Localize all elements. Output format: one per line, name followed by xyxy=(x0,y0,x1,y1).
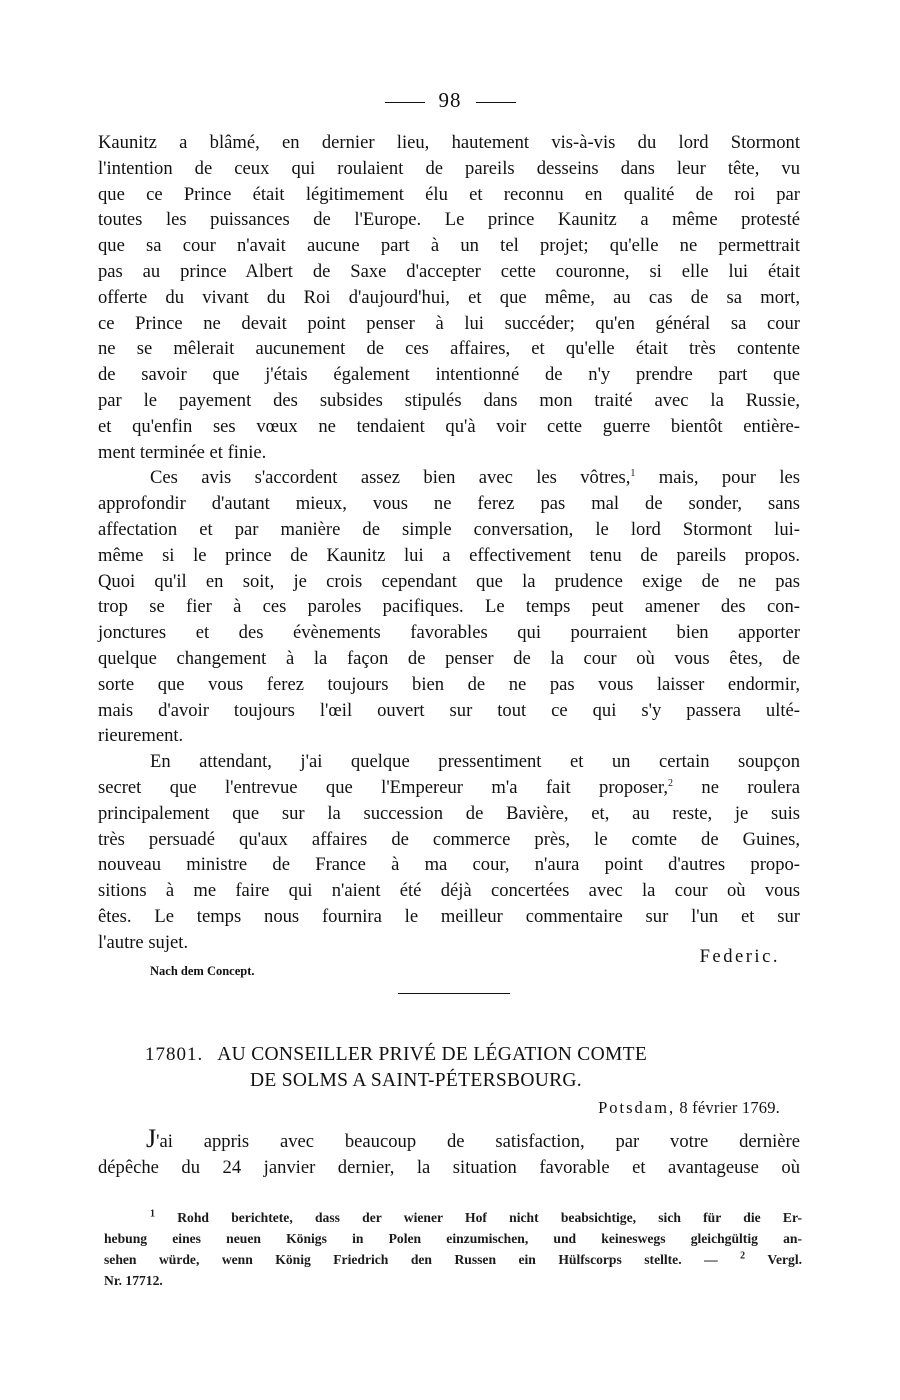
footnote-marker: 2 xyxy=(740,1250,746,1262)
footnote-line xyxy=(104,1207,802,1228)
letter-body-previous xyxy=(98,130,800,956)
text-segment: 'ai appris avec beaucoup de satisfaction, par votre dernière xyxy=(156,1131,800,1152)
text-line: offerte du vivant du Roi d'aujourd'hui, et que même, au cas de sa mort, xyxy=(98,286,800,308)
source-note: Nach dem Concept. xyxy=(150,964,255,978)
paragraph-first-line xyxy=(98,465,800,491)
text-line: trop se fier à ces paroles pacifiques. Le temps peut amener des con- xyxy=(98,596,800,618)
text-line: jonctures et des évènements favorables qui pourraient bien apporter xyxy=(98,622,800,644)
text-line: de savoir que j'étais également intentionné de n'y prendre part que xyxy=(98,364,800,386)
dateline-place: Potsdam, xyxy=(598,1098,676,1117)
letter-body xyxy=(98,1126,800,1181)
text-line: mais d'avoir toujours l'œil ouvert sur tout ce qui s'y passera ulté- xyxy=(98,699,800,721)
text-segment: Rohd berichtete, dass der wiener Hof nicht beabsichtige, sich für die Er- xyxy=(155,1210,802,1225)
text-line: ne se mêlerait aucunement de ces affaires, et qu'elle était très contente xyxy=(98,338,800,360)
header-dash-left xyxy=(385,102,425,103)
text-line: nouveau ministre de France à ma cour, n'aura point d'autres propo- xyxy=(98,854,800,876)
text-line: toutes les puissances de l'Europe. Le prince Kaunitz a même protesté xyxy=(98,209,800,231)
letter-number: 17801. xyxy=(145,1044,204,1065)
signature: Federic. xyxy=(699,946,780,967)
text-line: l'intention de ceux qui roulaient de pareils desseins dans leur tête, vu xyxy=(98,157,800,179)
text-segment: secret que l'entrevue que l'Empereur m'a fait proposer, xyxy=(98,776,668,798)
text-line: rieurement. xyxy=(98,725,184,747)
text-line: êtes. Le temps nous fournira le meilleur commentaire sur l'un et sur xyxy=(98,905,800,927)
footnote-ref: 2 xyxy=(668,777,673,789)
text-line: que ce Prince était légitimement élu et reconnu en qualité de roi par xyxy=(98,183,800,205)
text-line: quelque changement à la façon de penser de la cour où vous êtes, de xyxy=(98,647,800,669)
text-line: sorte que vous ferez toujours bien de ne pas vous laisser endormir, xyxy=(98,673,800,695)
text-line: même si le prince de Kaunitz lui a effectivement tenu de pareils propos. xyxy=(98,544,800,566)
footnotes xyxy=(104,1207,802,1291)
page-number: 98 xyxy=(438,88,462,112)
dateline xyxy=(598,1098,780,1118)
text-line: ment terminée et finie. xyxy=(98,441,267,463)
text-line: ce Prince ne devait point penser à lui succéder; qu'en général sa cour xyxy=(98,312,800,334)
text-segment: Ces avis s'accordent assez bien avec les vôtres, xyxy=(150,467,631,489)
text-line: approfondir d'autant mieux, vous ne ferez pas mal de sonder, sans xyxy=(98,493,800,515)
initial-letter: J xyxy=(146,1124,157,1153)
footnote-line xyxy=(104,1249,802,1270)
dateline-date: 8 février 1769. xyxy=(675,1098,780,1117)
page-header xyxy=(0,88,900,113)
text-line: et qu'enfin ses vœux ne tendaient qu'à voir cette guerre bientôt entière- xyxy=(98,415,800,437)
header-dash-right xyxy=(476,102,516,103)
text-line: Quoi qu'il en soit, je crois cependant que la prudence exige de ne pas xyxy=(98,570,800,592)
text-line: l'autre sujet. xyxy=(98,931,189,953)
text-line: dépêche du 24 janvier dernier, la situation favorable et avantageuse où xyxy=(98,1157,800,1178)
letter-heading xyxy=(145,1042,785,1094)
text-line: Kaunitz a blâmé, en dernier lieu, hautement vis-à-vis du lord Stormont xyxy=(98,132,800,153)
text-line: principalement que sur la succession de Bavière, et, au reste, je suis xyxy=(98,802,800,824)
letter-title-line1: AU CONSEILLER PRIVÉ DE LÉGATION COMTE xyxy=(217,1044,648,1065)
text-segment: ne roulera xyxy=(673,776,800,798)
text-line xyxy=(98,775,800,801)
paragraph-first-line: En attendant, j'ai quelque pressentiment et un certain soupçon xyxy=(150,751,800,773)
letter-title-line2: DE SOLMS A SAINT-PÉTERSBOURG. xyxy=(250,1070,582,1091)
text-line: que sa cour n'avait aucune part à un tel projet; qu'elle ne permettrait xyxy=(98,235,800,257)
text-line: affectation et par manière de simple conversation, le lord Stormont lui- xyxy=(98,518,800,540)
footnote-line: Nr. 17712. xyxy=(104,1273,163,1288)
text-segment: Vergl. xyxy=(745,1252,802,1267)
signature-block xyxy=(98,942,800,982)
text-line: sitions à me faire qui n'aient été déjà concertées avec la cour où vous xyxy=(98,880,800,902)
text-segment: mais, pour les xyxy=(635,467,800,489)
text-line: très persuadé qu'aux affaires de commerce près, le comte de Guines, xyxy=(98,828,800,850)
text-line: par le payement des subsides stipulés dans mon traité avec la Russie, xyxy=(98,389,800,411)
text-line: pas au prince Albert de Saxe d'accepter cette couronne, si elle lui était xyxy=(98,260,800,282)
section-divider xyxy=(398,993,510,994)
footnote-marker: 1 xyxy=(150,1208,155,1220)
footnote-line: hebung eines neuen Königs in Polen einzumischen, und keineswegs gleichgültig an- xyxy=(104,1231,802,1246)
footnote-ref: 1 xyxy=(630,468,636,480)
text-segment: sehen würde, wenn König Friedrich den Russen ein Hülfscorps stellte. — xyxy=(104,1252,741,1267)
letter-first-line xyxy=(98,1126,800,1155)
